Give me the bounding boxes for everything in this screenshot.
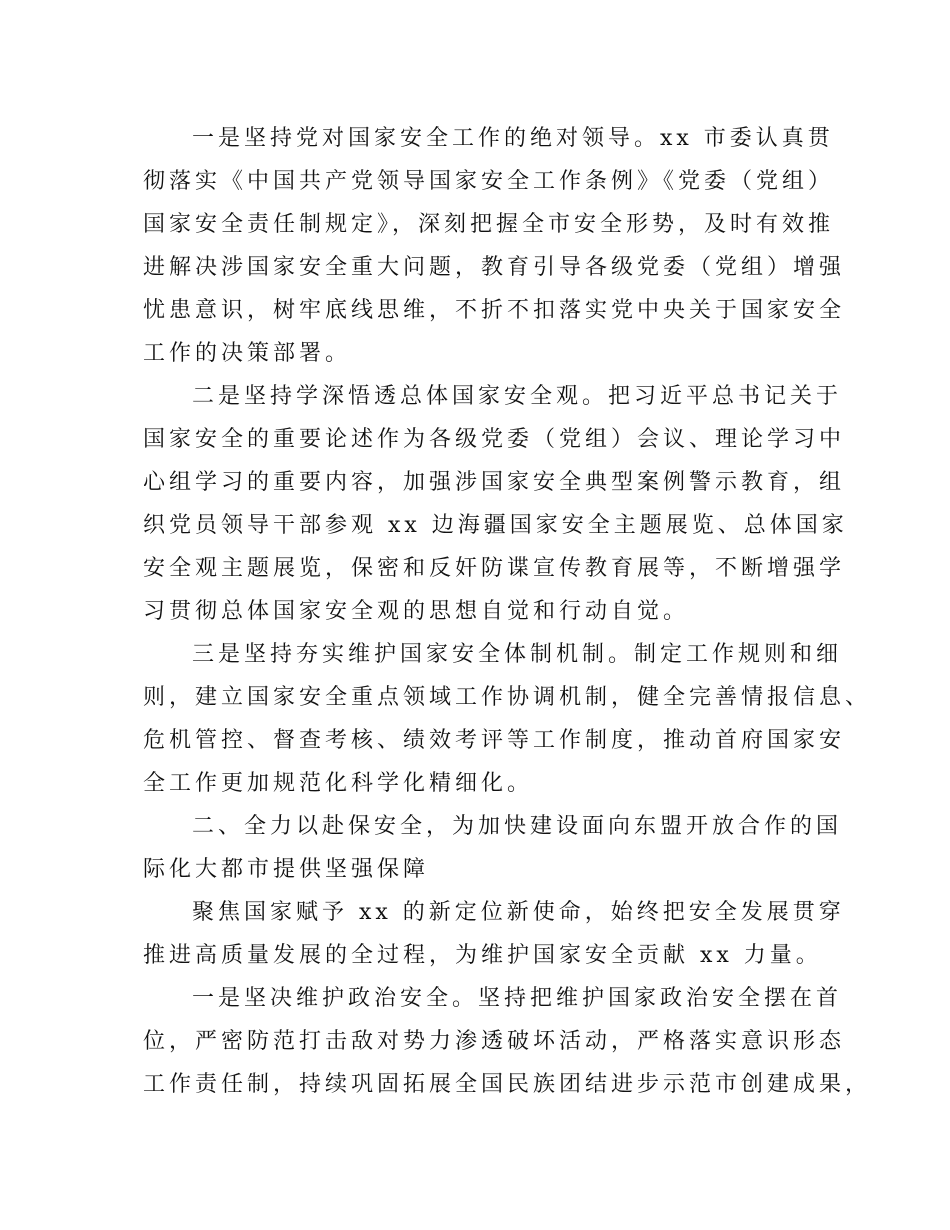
text-line: 忧患意识，树牢底线思维，不折不扣落实党中央关于国家安全 bbox=[143, 298, 846, 323]
text-line: 危机管控、督查考核、绩效考评等工作制度，推动首府国家安 bbox=[143, 728, 846, 753]
text-line: 则，建立国家安全重点领域工作协调机制，健全完善情报信息、 bbox=[143, 685, 872, 710]
text-line: 进解决涉国家安全重大问题，教育引导各级党委（党组）增强 bbox=[143, 255, 846, 280]
text-line: 工作的决策部署。 bbox=[143, 341, 352, 366]
text-line: 安全观主题展览，保密和反奸防谍宣传教育展等，不断增强学 bbox=[143, 556, 846, 581]
text-line: 彻落实《中国共产党领导国家安全工作条例》《党委（党组） bbox=[143, 169, 835, 194]
section-heading: 际化大都市提供坚强保障 bbox=[143, 857, 430, 882]
section-heading: 二、全力以赴保安全，为加快建设面向东盟开放合作的国 bbox=[192, 814, 843, 839]
text-line: 织党员领导干部参观 xx 边海疆国家安全主题展览、总体国家 bbox=[143, 513, 848, 538]
text-line: 全工作更加规范化科学化精细化。 bbox=[143, 771, 534, 796]
text-line: 一是坚持党对国家安全工作的绝对领导。xx 市委认真贯 bbox=[192, 126, 834, 151]
text-line: 推进高质量发展的全过程，为维护国家安全贡献 xx 力量。 bbox=[143, 943, 822, 968]
text-line: 聚焦国家赋予 xx 的新定位新使命，始终把安全发展贯穿 bbox=[192, 900, 845, 925]
text-line: 国家安全责任制规定》，深刻把握全市安全形势，及时有效推 bbox=[143, 212, 835, 237]
text-line: 国家安全的重要论述作为各级党委（党组）会议、理论学习中 bbox=[143, 427, 846, 452]
text-line: 心组学习的重要内容，加强涉国家安全典型案例警示教育，组 bbox=[143, 470, 846, 495]
text-line: 习贯彻总体国家安全观的思想自觉和行动自觉。 bbox=[143, 599, 690, 624]
text-line: 二是坚持学深悟透总体国家安全观。把习近平总书记关于 bbox=[192, 384, 843, 409]
text-line: 一是坚决维护政治安全。坚持把维护国家政治安全摆在首 bbox=[192, 986, 843, 1011]
text-line: 三是坚持夯实维护国家安全体制机制。制定工作规则和细 bbox=[192, 642, 843, 667]
text-line: 工作责任制，持续巩固拓展全国民族团结进步示范市创建成果， bbox=[143, 1072, 872, 1097]
text-line: 位，严密防范打击敌对势力渗透破坏活动，严格落实意识形态 bbox=[143, 1029, 846, 1054]
